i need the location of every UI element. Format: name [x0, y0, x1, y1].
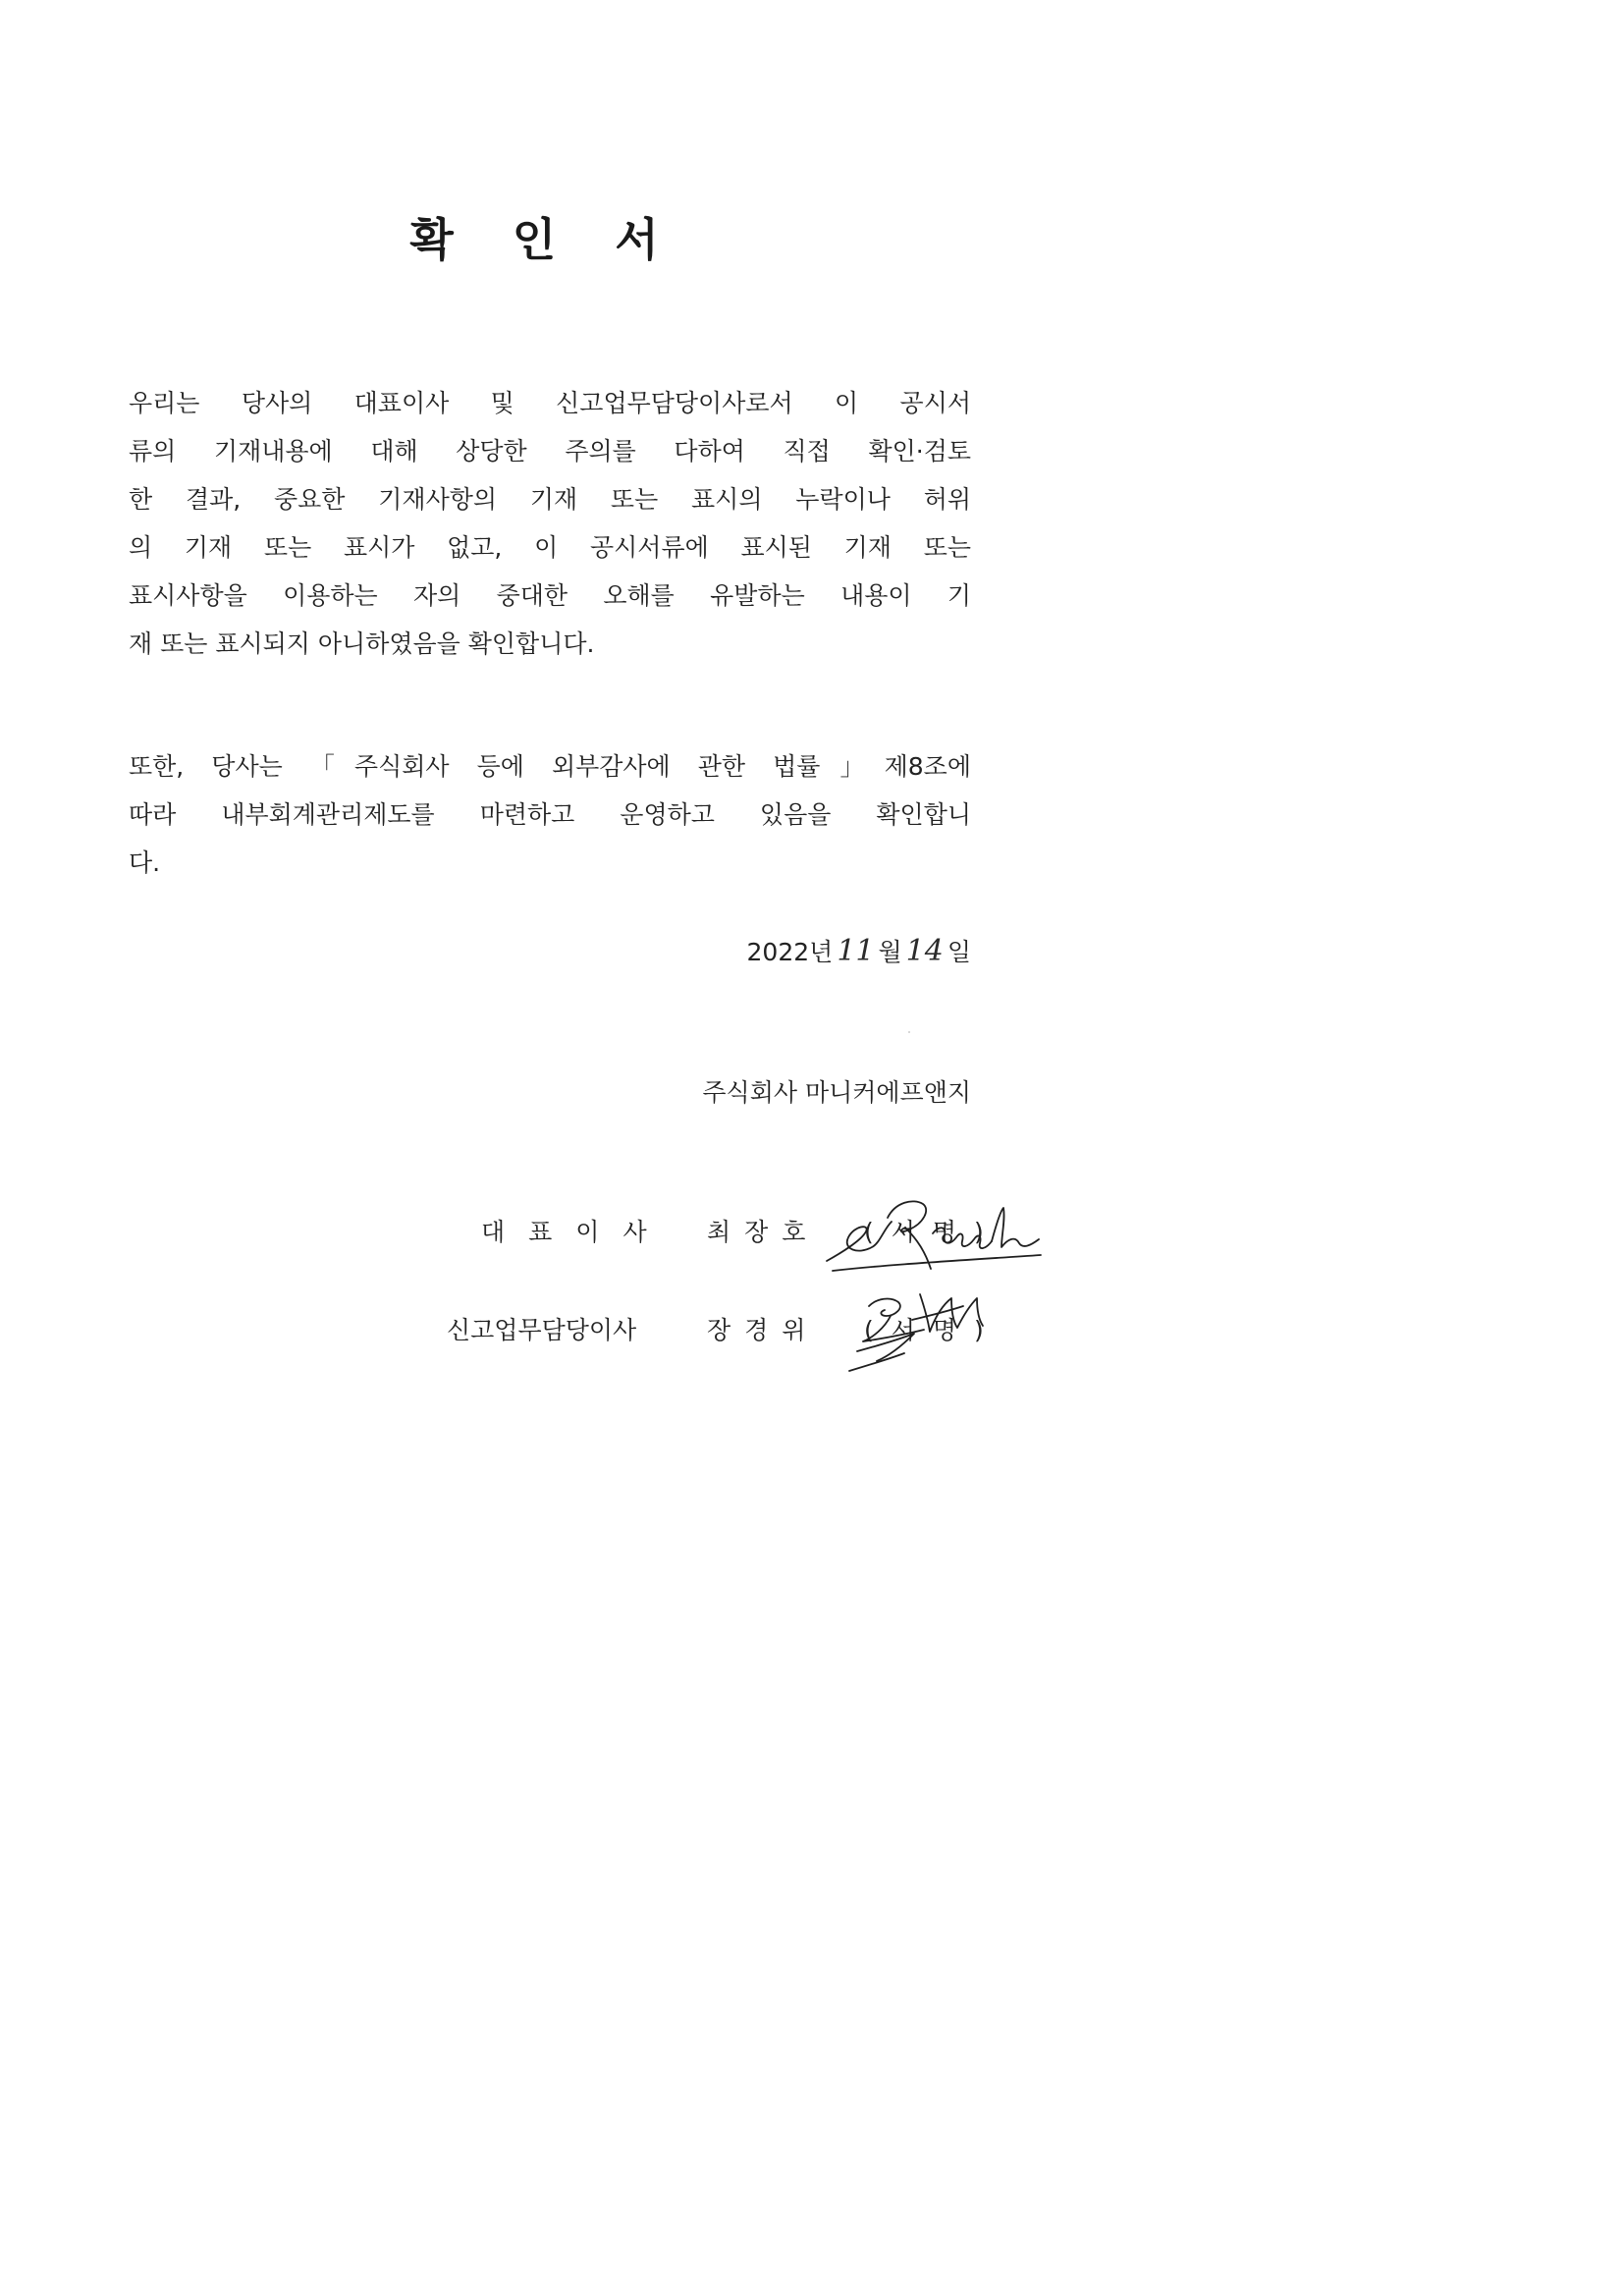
paragraph-line: 의 기재 또는 표시가 없고, 이 공시서류에 표시된 기재 또는	[129, 533, 971, 562]
paragraph-line: 우리는 당사의 대표이사 및 신고업무담당이사로서 이 공시서	[129, 389, 971, 417]
company-name: 주식회사 마니커에프앤지	[702, 1078, 971, 1107]
document-date	[747, 933, 971, 968]
document-page	[0, 0, 1090, 1540]
document-title: 확 인 서	[409, 213, 680, 266]
scan-speck	[908, 1031, 910, 1033]
internal-control-paragraph	[129, 742, 971, 887]
paragraph-line: 류의 기재내용에 대해 상당한 주의를 다하여 직접 확인·검토	[129, 437, 971, 465]
paragraph-line: 재 또는 표시되지 아니하였음을 확인합니다.	[129, 629, 595, 658]
paragraph-line: 표시사항을 이용하는 자의 중대한 오해를 유발하는 내용이 기	[129, 581, 971, 610]
date-day-label: 일	[947, 938, 971, 966]
signatory-name: 최장호	[707, 1218, 820, 1246]
date-day-handwritten: 14	[905, 934, 944, 968]
signature-placeholder: (서명)	[864, 1316, 1001, 1344]
paragraph-line: 한 결과, 중요한 기재사항의 기재 또는 표시의 누락이나 허위	[129, 485, 971, 514]
paragraph-line: 다.	[129, 848, 161, 877]
paragraph-line: 또한, 당사는 「주식회사 등에 외부감사에 관한 법률」제8조에	[129, 752, 971, 781]
signatory-role: 대표이사	[481, 1218, 671, 1246]
paragraph-line: 따라 내부회계관리제도를 마련하고 운영하고 있음을 확인합니	[129, 800, 971, 829]
confirmation-paragraph	[129, 379, 971, 668]
date-year: 2022년	[746, 938, 834, 966]
date-month-handwritten: 11	[837, 934, 875, 968]
signature-placeholder: (서명)	[864, 1218, 1001, 1246]
signatory-role: 신고업무담당이사	[447, 1316, 637, 1344]
signatory-name: 장경위	[707, 1316, 820, 1344]
date-month-label: 월	[878, 938, 902, 966]
